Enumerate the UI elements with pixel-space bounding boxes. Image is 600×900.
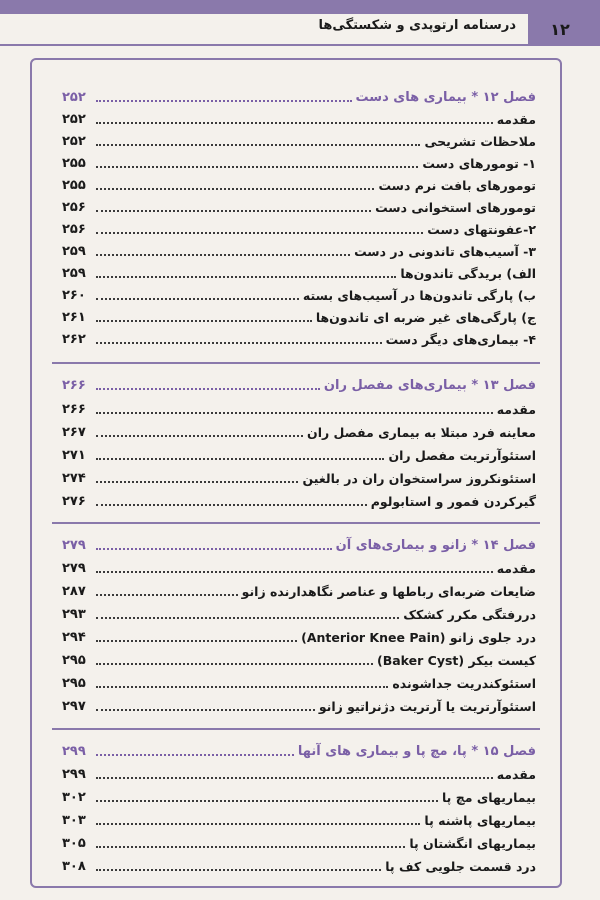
- toc-entry[interactable]: [62, 240, 536, 262]
- dot-leader: [96, 701, 315, 711]
- running-title: درسنامه ارتوپدی و شکستگی‌ها: [318, 18, 516, 33]
- dot-leader: [96, 563, 493, 573]
- toc-entry[interactable]: [62, 557, 536, 579]
- entry-title-fa: کیست بیکر: [468, 652, 536, 668]
- chapter-page: ۲۷۹: [62, 537, 86, 553]
- chapter-page: ۲۶۶: [62, 377, 86, 393]
- dot-leader: [96, 769, 493, 779]
- entry-title: ج) پارگی‌های غیر ضربه ای تاندون‌ها: [315, 309, 536, 325]
- toc-entry[interactable]: [62, 855, 536, 877]
- header-band: [0, 0, 600, 14]
- chapter-divider: [52, 362, 540, 364]
- page-number: ۱۲: [550, 20, 570, 39]
- entry-page: ۲۹۵: [62, 652, 86, 668]
- entry-title: ۳- آسیب‌های تاندونی در دست: [354, 243, 536, 259]
- dot-leader: [96, 202, 371, 212]
- entry-title: ۴- بیماری‌های دیگر دست: [385, 331, 536, 347]
- entry-page: ۲۹۳: [62, 606, 86, 622]
- entry-page: ۲۹۷: [62, 698, 86, 714]
- entry-title: [301, 630, 536, 645]
- toc-entry[interactable]: [62, 786, 536, 808]
- entry-title: استئوآرتریت مفصل ران: [388, 447, 536, 463]
- dot-leader: [96, 404, 493, 414]
- entry-page: ۲۹۴: [62, 629, 86, 645]
- dot-leader: [96, 609, 399, 619]
- entry-title: مقدمه: [496, 401, 536, 417]
- toc-entry[interactable]: [62, 398, 536, 420]
- entry-page: ۲۸۷: [62, 583, 86, 599]
- chapter-14-heading[interactable]: [62, 534, 536, 556]
- dot-leader: [96, 450, 384, 460]
- entry-page: ۳۰۸: [62, 858, 86, 874]
- dot-leader: [96, 224, 423, 234]
- chapter-13-heading[interactable]: [62, 374, 536, 396]
- dot-leader: [96, 473, 298, 483]
- entry-title: بیماریهای مچ پا: [441, 789, 536, 805]
- entry-title: ضایعات ضربه‌ای رباطها و عناصر نگاهدارنده زانو: [241, 583, 536, 599]
- toc-entry[interactable]: [62, 649, 536, 671]
- chapter-divider: [52, 522, 540, 524]
- entry-page: ۲۹۵: [62, 675, 86, 691]
- dot-leader: [96, 268, 396, 278]
- dot-leader: [96, 655, 373, 665]
- toc-entry[interactable]: [62, 672, 536, 694]
- chapter-title: فصل ۱۴ * زانو و بیماری‌های آن: [335, 537, 536, 553]
- header-rule: [0, 44, 600, 46]
- entry-page: ۲۵۲: [62, 133, 86, 149]
- dot-leader: [96, 312, 312, 322]
- dot-leader: [96, 290, 299, 300]
- entry-page: ۲۶۶: [62, 401, 86, 417]
- dot-leader: [96, 861, 381, 871]
- toc-entry[interactable]: [62, 444, 536, 466]
- toc-entry[interactable]: [62, 490, 536, 512]
- dot-leader: [96, 114, 493, 124]
- dot-leader: [96, 815, 420, 825]
- entry-title: الف) بریدگی تاندون‌ها: [400, 265, 536, 281]
- chapter-15-heading[interactable]: [62, 740, 536, 762]
- entry-title: بیماریهای پاشنه پا: [424, 812, 536, 828]
- dot-leader: [96, 586, 238, 596]
- entry-title: ۲-عفونتهای دست: [427, 221, 536, 237]
- dot-leader: [96, 92, 352, 102]
- chapter-title: فصل ۱۲ * بیماری های دست: [355, 89, 536, 105]
- entry-title: مقدمه: [496, 111, 536, 127]
- dot-leader: [96, 496, 367, 506]
- entry-title-latin: (Baker Cyst): [377, 652, 465, 668]
- entry-title: گیرکردن فمور و استابولوم: [370, 493, 536, 509]
- dot-leader: [96, 180, 374, 190]
- entry-title: ملاحظات تشریحی: [424, 133, 536, 149]
- chapter-title: فصل ۱۳ * بیماری‌های مفصل ران: [323, 377, 536, 393]
- entry-page: ۳۰۵: [62, 835, 86, 851]
- entry-title: ۱- تومورهای دست: [422, 155, 536, 171]
- toc-entry[interactable]: [62, 284, 536, 306]
- entry-title: استئوآرتریت یا آرتریت دژنراتیو زانو: [318, 698, 536, 714]
- entry-title: تومورهای بافت نرم دست: [378, 177, 536, 193]
- entry-title: استئونکروز سراستخوان ران در بالغین: [302, 470, 536, 486]
- entry-page: ۲۵۲: [62, 111, 86, 127]
- chapter-page: ۲۵۲: [62, 89, 86, 105]
- chapter-divider: [52, 728, 540, 730]
- entry-page: ۲۵۶: [62, 221, 86, 237]
- entry-title-latin: (Anterior Knee Pain): [301, 629, 446, 645]
- chapter-12-heading[interactable]: [62, 86, 536, 108]
- entry-title-fa: درد جلوی زانو: [449, 629, 536, 645]
- entry-title: بیماریهای انگشتان پا: [409, 835, 536, 851]
- chapter-page: ۲۹۹: [62, 743, 86, 759]
- entry-title: مقدمه: [496, 560, 536, 576]
- toc-entry[interactable]: [62, 467, 536, 489]
- dot-leader: [96, 632, 297, 642]
- entry-title: ب) پارگی تاندون‌ها در آسیب‌های بسته: [302, 287, 536, 303]
- dot-leader: [96, 246, 350, 256]
- entry-page: ۲۹۹: [62, 766, 86, 782]
- dot-leader: [96, 540, 332, 550]
- entry-page: ۲۷۱: [62, 447, 86, 463]
- toc-entry[interactable]: [62, 603, 536, 625]
- dot-leader: [96, 334, 382, 344]
- toc-entry[interactable]: [62, 421, 536, 443]
- entry-page: ۲۷۴: [62, 470, 86, 486]
- entry-page: ۲۵۹: [62, 265, 86, 281]
- entry-page: ۲۶۱: [62, 309, 86, 325]
- dot-leader: [96, 792, 438, 802]
- toc-entry[interactable]: [62, 580, 536, 602]
- entry-page: ۲۶۷: [62, 424, 86, 440]
- toc-entry[interactable]: [62, 695, 536, 717]
- entry-title: معاینه فرد مبتلا به بیماری مفصل ران: [307, 424, 536, 440]
- dot-leader: [96, 746, 294, 756]
- toc-entry[interactable]: [62, 130, 536, 152]
- entry-page: ۲۷۹: [62, 560, 86, 576]
- toc-entry[interactable]: [62, 108, 536, 130]
- entry-page: ۳۰۲: [62, 789, 86, 805]
- dot-leader: [96, 838, 405, 848]
- entry-title: استئوکندریت جداشونده: [392, 675, 536, 691]
- toc-entry[interactable]: [62, 832, 536, 854]
- dot-leader: [96, 136, 420, 146]
- entry-page: ۲۷۶: [62, 493, 86, 509]
- toc-entry[interactable]: [62, 262, 536, 284]
- entry-title: مقدمه: [496, 766, 536, 782]
- entry-page: ۲۵۹: [62, 243, 86, 259]
- toc-entry[interactable]: [62, 218, 536, 240]
- toc-entry[interactable]: [62, 196, 536, 218]
- dot-leader: [96, 678, 388, 688]
- chapter-title: فصل ۱۵ * پا، مچ پا و بیماری های آنها: [297, 743, 536, 759]
- entry-page: ۲۵۵: [62, 177, 86, 193]
- entry-page: ۲۵۶: [62, 199, 86, 215]
- entry-page: ۲۶۲: [62, 331, 86, 347]
- toc-entry[interactable]: [62, 174, 536, 196]
- dot-leader: [96, 158, 418, 168]
- entry-title: دررفتگی مکرر کشکک: [403, 606, 536, 622]
- entry-title: درد قسمت جلویی کف پا: [385, 858, 536, 874]
- toc-entry[interactable]: [62, 152, 536, 174]
- dot-leader: [96, 380, 320, 390]
- toc-entry[interactable]: [62, 328, 536, 350]
- toc-entry[interactable]: [62, 763, 536, 785]
- entry-title: تومورهای استخوانی دست: [375, 199, 536, 215]
- dot-leader: [96, 427, 303, 437]
- toc-entry[interactable]: [62, 809, 536, 831]
- entry-title: [377, 653, 536, 668]
- toc-entry[interactable]: [62, 626, 536, 648]
- entry-page: ۲۶۰: [62, 287, 86, 303]
- entry-page: ۳۰۳: [62, 812, 86, 828]
- toc-entry[interactable]: [62, 306, 536, 328]
- entry-page: ۲۵۵: [62, 155, 86, 171]
